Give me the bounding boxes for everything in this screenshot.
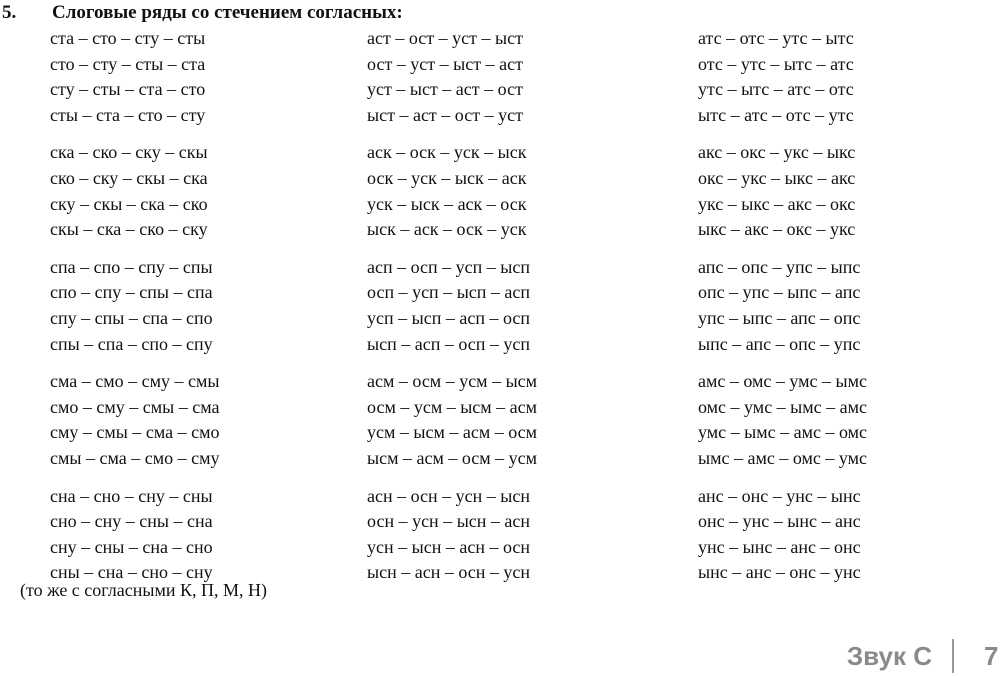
syllable-group [698,369,867,471]
exercise-number: 5. [2,2,17,23]
syllable-row: асн – осн – усн – ысн [367,485,531,506]
syllable-row: укс – ыкс – акс – окс [698,193,856,214]
syllable-group [50,255,219,357]
syllable-row: акс – окс – укс – ыкс [698,142,856,163]
syllable-row: онс – унс – ынс – анс [698,511,861,532]
exercise-note: (то же с согласными К, П, М, Н) [20,580,267,600]
syllable-group [698,140,867,242]
syllable-group [50,369,219,471]
syllable-row: апс – опс – упс – ыпс [698,256,861,277]
syllable-row: асм – осм – усм – ысм [367,371,538,392]
syllable-group [367,26,537,128]
syllable-row: ско – ску – скы – ска [50,167,208,188]
syllable-row: сны – сна – сно – сну [50,562,213,583]
syllable-group [367,484,537,586]
syllable-group [50,140,219,242]
syllable-group [50,484,219,586]
syllable-row: ыск – аск – оск – уск [367,219,527,240]
syllable-row: осн – усн – ысн – асн [367,511,531,532]
syllable-row: осм – усм – ысм – асм [367,396,538,417]
syllable-row: спо – спу – спы – спа [50,282,213,303]
syllable-row: сна – сно – сну – сны [50,485,213,506]
syllable-row: усм – ысм – асм – осм [367,422,538,443]
syllable-row: ыпс – апс – опс – упс [698,333,861,354]
syllable-row: асп – осп – усп – ысп [367,256,531,277]
syllable-row: ысн – асн – осн – усн [367,562,531,583]
syllable-row: ынс – анс – онс – унс [698,562,861,583]
syllable-row: ост – уст – ыст – аст [367,53,523,74]
syllable-row: ымс – амс – омс – умс [698,447,868,468]
syllable-row: атс – отс – утс – ытс [698,28,854,48]
syllable-row: анс – онс – унс – ынс [698,485,861,506]
syllable-group [367,369,537,471]
syllable-group [367,140,537,242]
syllable-row: ытс – атс – отс – утс [698,104,854,125]
syllable-row: ыкс – акс – окс – укс [698,219,856,240]
syllable-row: сту – сты – ста – сто [50,79,206,100]
syllable-row: опс – упс – ыпс – апс [698,282,861,303]
syllable-row: спу – спы – спа – спо [50,307,213,328]
syllable-row: сну – сны – сна – сно [50,536,213,557]
syllable-row: окс – укс – ыкс – акс [698,167,856,188]
syllable-row: унс – ынс – анс – онс [698,536,861,557]
syllable-row: сто – сту – сты – ста [50,53,206,74]
syllable-row: сма – смо – сму – смы [50,371,220,392]
syllable-row: спа – спо – спу – спы [50,256,213,277]
syllable-group [698,255,867,357]
syllable-group [698,484,867,586]
syllable-row: аст – ост – уст – ыст [367,28,523,48]
syllable-row: амс – омс – умс – ымс [698,371,868,392]
syllable-group [698,26,867,128]
syllable-row: ску – скы – ска – ско [50,193,208,214]
syllable-row: утс – ытс – атс – отс [698,79,854,100]
syllable-row: усн – ысн – асн – осн [367,536,531,557]
footer-section-title: Звук С [846,640,932,671]
syllable-row: спы – спа – спо – спу [50,333,213,354]
syllable-row: уск – ыск – аск – оск [367,193,527,214]
syllable-row: ыст – аст – ост – уст [367,104,523,125]
syllable-row: смы – сма – смо – сму [50,447,220,468]
page-number: 7 [984,640,999,671]
syllable-row: осп – усп – ысп – асп [367,282,531,303]
syllable-row: сты – ста – сто – сту [50,104,206,125]
syllable-row: скы – ска – ско – ску [50,219,208,240]
syllable-row: оск – уск – ыск – аск [367,167,527,188]
syllable-row: уст – ыст – аст – ост [367,79,523,100]
syllable-row: смо – сму – смы – сма [50,396,220,417]
syllable-group [367,255,537,357]
footer-divider [952,639,954,673]
syllable-row: отс – утс – ытс – атс [698,53,854,74]
syllable-row: ысп – асп – осп – усп [367,333,531,354]
syllable-column-1 [50,26,219,598]
syllable-row: умс – ымс – амс – омс [698,422,868,443]
syllable-row: сму – смы – сма – смо [50,422,220,443]
syllable-row: упс – ыпс – апс – опс [698,307,861,328]
syllable-column-3 [698,26,867,598]
syllable-row: усп – ысп – асп – осп [367,307,531,328]
syllable-row: омс – умс – ымс – амс [698,396,868,417]
syllable-row: ска – ско – ску – скы [50,142,208,163]
syllable-row: сно – сну – сны – сна [50,511,213,532]
syllable-column-2 [367,26,537,598]
syllable-row: ста – сто – сту – сты [50,28,206,48]
page-footer [847,636,1000,676]
syllable-row: аск – оск – уск – ыск [367,142,527,163]
exercise-title: Слоговые ряды со стечением согласных: [52,2,403,23]
syllable-group [50,26,219,128]
syllable-row: ысм – асм – осм – усм [367,447,538,468]
